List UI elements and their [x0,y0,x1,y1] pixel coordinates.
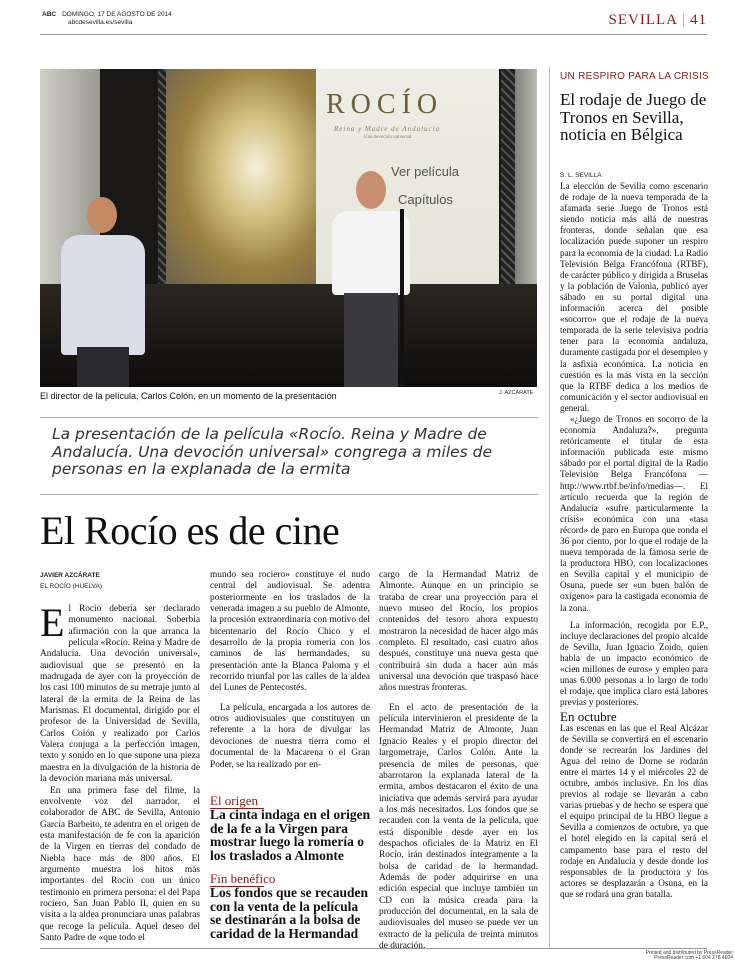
article-column-1 [40,600,200,944]
sidebar-origin-body: La cinta indaga en el origen de la fe a la Virgen para mostrar luego la romería o los traslados a Almonte [210,807,371,863]
person-left [55,197,150,387]
footer-note [646,951,733,960]
screen-subtitle-2: Una devoción universal [364,135,412,140]
article-photo [40,69,537,387]
column-divider [549,67,550,947]
sidebar-paragraph-2: «¿Juego de Tronos en socorro de la economía Andaluza?», pregunta retóricamente el titular de esta información publicada este mismo sábado por el portal digital de la Radio Televisión Belga Francófona — http://www.rtbf.be/info/medias—. El artículo recuerda que la región de Andalucía «sufre particularmente la crisis» económica con una «tasa récord» de paro en Europa que ronda el 36 por ciento, por lo que el rodaje de la nueva temporada de la famosa serie de la productora HBO, con localizaciones en Sevilla capital y el municipio de Osuna, puede ser «un buen balón de oxígeno» para la castigada economía de la zona. [560,413,708,613]
microphone-stand [400,209,404,387]
footer-rule [40,948,707,949]
col3-paragraph-1: cargo de la Hermandad Matriz de Almonte. Aunque en un principio se trataba de crear una proyección para el nuevo museo del Rocío, los propios contenidos del tesoro ahora expuesto mostraron la necesidad de hacer algo más completo. El resultado, casi cuatro años después, constituye una nueva gesta que contribuirá sin duda a hacer aún más universal una devoción que traspasó hace años nuestras fronteras. [379,570,538,694]
brand-label: ABC [42,11,57,18]
sidebar-paragraph-4: Las escenas en las que el Real Alcázar de Sevilla se convertirá en el escenario donde se recrearán los Jardines del Agua del reino de Dorne se rodarán entre el martes 14 y el miércoles 22 de octubre, ambos inclusive. En los días previos al rodaje se llevarán a cabo varias pruebas y de hecho se espera que el equipo principal de la HBO llegue a Sevilla a comienzos de octubre, ya que el hotel elegido en la capital será el campamento base para el resto del rodaje en Andalucía y desde donde los responsables de la productora y los actores se desplazarán a Osuna, en la que se rodará una gran batalla. [560,722,708,899]
footer-note-line-2: PressReader.com +1 604 278 4604 [654,955,733,960]
sidebar-paragraph-1: La elección de Sevilla como escenario de rodaje de la nueva temporada de la afamada serie Juego de Tronos está siendo noticia más allá de nuestras fronteras, donde señalan que esa localización puede suponer un respiro para la economía de la ciudad. La Radio Televisión Belga Francófona (RTBF), de carácter público y dirigida a Bruselas y la población de Valonia, publicó ayer sábado en su portal digital una información acerca del posible «socorro» que el rodaje de la nueva temporada de la serie televisiva podría tener para la economía andaluza, duramente castigada por el desempleo y la asfixia económica. La noticia en cuestión es la más vista en la sección que la RTBF dedica a los medios de comunicación y el sector audiovisual en general. [560,181,708,413]
sidebar-kicker: UN RESPIRO PARA LA CRISIS [560,71,710,82]
sidebar-body [560,181,708,900]
article-author: JAVIER AZCÁRATE [40,572,100,579]
header-rule [40,34,707,35]
screen-link-ver: Ver película [391,164,459,179]
screen-subtitle: Reina y Madre de Andalucía [334,125,441,133]
photo-credit: J. AZCÁRATE [499,390,534,396]
col3-paragraph-2: En el acto de presentación de la película intervinieron el presidente de la Hermandad Matriz de Almonte, Juan Ignacio Reales y el propio director del largometraje, Carlos Colón. Ante la presencia de miles de personas, que abarrotaron la explanada lateral de la ermita, ambos destacaron el éxito de una iniciativa que además servirá para ayudar a los más necesitados. Los fondos que se recauden con la venta de la película, que está disponible desde ayer en los despachos oficiales de la Matriz en El Rocío, irán destinados íntegramente a la bolsa de caridad de la hermandad. Además de poder adquirirse en una edición especial que incluye también un CD con la música creada para la producción del documental, en la sala de audiovisuales del museo se puede ver un extracto de la película de treinta minutos de duración. [379,702,538,951]
footer-note-line-1: Printed and distributed by PressReader [645,950,733,956]
sidebar-title: El rodaje de Juego de Tronos en Sevilla, noticia en Bélgica [560,90,707,144]
issue-date: DOMINGO, 17 DE AGOSTO DE 2014 [62,11,172,18]
section-header [608,12,707,29]
col2-paragraph-2: La película, encargada a los autores de otros audiovisuales que constituyen un referente a la hora de divulgar las devociones de nuestra tierra como el documental de la Macarena o el Gran Poder, se ha realizado por en- [210,702,370,770]
sidebar-benefit-heading: Fin benéfico [210,871,276,886]
article-lead: La presentación de la película «Rocío. Reina y Madre de Andalucía. Una devoción universal» congrega a miles de personas en la explanada de la ermita [52,425,493,478]
screen-title: ROCÍO [326,89,444,120]
page-header-left [42,11,172,27]
article-headline: El Rocío es de cine [40,508,340,553]
photo-caption: El director de la película, Carlos Colón, en un momento de la presentación [40,391,337,401]
section-separator: | [681,12,686,28]
sidebar-benefit-body: Los fondos que se recauden con la venta de la película se destinarán a la bolsa de caridad de la Hermandad [210,885,369,941]
virgin-image [166,69,316,287]
section-name: SEVILLA [608,12,678,28]
drop-cap: E [40,600,65,645]
site-url: abcdesevilla.es/sevilla [68,19,133,26]
col1-paragraph-1: l Rocío debería ser declarado monumento nacional. Soberbia afirmación con la que arranca la película «Rocío. Reina y Madre de Andalucía. Una devoción universal», audiovisual que se presentó en la madrugada de ayer con la proyección de los casi 100 minutos de su metraje junto al lateral de la ermita de la Reina de las Marismas. El documental, dirigido por el profesor de la Universidad de Sevilla, Carlos Colón y realizado por Carlos Valera conjuga a la perfección imagen, texto y sonido en lo que supone una pieza maestra en la divulgación de la historia de la devoción mariana más universal. [40,604,200,785]
col2-paragraph-1: mundo sea rociero» constituye el nudo central del audiovisual. Se adentra posteriormente en los traslados de la venerada imagen a su pueblo de Almonte, la procesión extraordinaria con motivo del bicentenario del Rocío Chico y el desarrollo de la propia romería con los caminos de las hermandades, su presentación ante la Blanca Paloma y el recorrido triunfal por las calles de la aldea del Lunes de Pentecostés. [210,570,370,694]
article-column-3 [379,570,538,952]
page-number: 41 [690,12,707,28]
sidebar-paragraph-3: La información, recogida por E.P., incluye declaraciones del propio alcalde de Sevilla, Juan Ignacio Zoido, quien habla de un impacto económico de «cien millones de euros» y empleo para unas 6.000 personas a lo largo de todo el rodaje, que implica claro está labores previas y posteriores. [560,619,708,708]
lead-rule-bottom [40,494,538,495]
sidebar-subhead: En octubre [560,709,617,725]
sidebar-origin-heading: El origen [210,793,259,808]
article-column-2 [210,570,370,771]
article-location: EL ROCÍO (HUELVA) [40,583,103,590]
sidebar-author: S. L. SEVILLA [560,172,602,179]
screen-link-capitulos: Capítulos [398,192,453,207]
col1-paragraph-2: En una primera fase del filme, la envolvente voz del narrador, el colaborador de ABC de Sevilla, Antonio García Barbeito, te adentra en el origen de esta manifestación de fe con la aparición de la Virgen en tierras del condado de Niebla hace más de 800 años. El argumento muestra los hitos más importantes del Rocío con un único testimonio en primera persona: el del Papa rociero, San Juan Pablo II, quien en su visita a la aldea pronunciara unas palabras que recoge la película. Aquel deseo del Santo Padre de «que todo el [40,785,200,943]
lead-rule-top [40,417,538,418]
